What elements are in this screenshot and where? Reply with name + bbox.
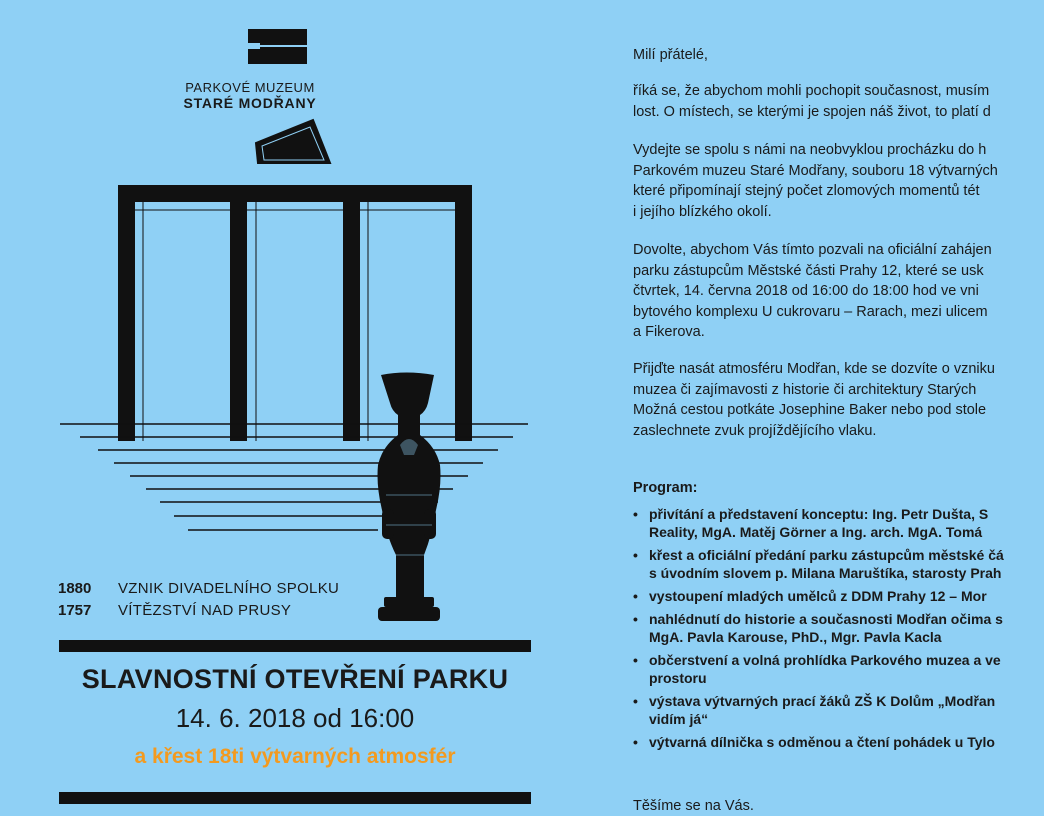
letter-paragraph-3	[633, 240, 1044, 343]
letter-line: Parkovém muzeu Staré Modřany, souboru 18 výtvarných	[633, 162, 998, 179]
letter-line: které připomínají stejný počet zlomových momentů tét	[633, 183, 980, 199]
letter-line: lost. O místech, se kterými je spojen náš život, to platí d	[633, 103, 991, 120]
museum-logo-icon	[246, 29, 308, 65]
letter-paragraph-1	[633, 81, 1044, 122]
letter-line: muzea či zajímavosti z historie či architektury Starých	[633, 381, 977, 398]
letter-paragraph-2	[633, 140, 1044, 222]
bottom-divider-bar	[59, 792, 531, 804]
statue-icon	[378, 373, 441, 622]
museum-name-line1: PARKOVÉ MUZEUM	[185, 80, 315, 95]
invitation-subtitle: a křest 18ti výtvarných atmosfér	[134, 745, 456, 768]
letter-line: Možná cestou potkáte Josephine Baker nebo pod stole	[633, 402, 987, 418]
program-item: • vystoupení mladých umělců z DDM Prahy 12 – Mor	[633, 588, 987, 604]
bullet-icon: •	[633, 506, 638, 522]
letter-paragraph-4	[633, 359, 1044, 441]
letter-greeting: Milí přátelé,	[633, 47, 708, 63]
timeline-event: VÍTĚZSTVÍ NAD PRUSY	[118, 602, 292, 619]
timeline-event: VZNIK DIVADELNÍHO SPOLKU	[118, 580, 340, 597]
program-item: • výstava výtvarných prací žáků ZŠ K Dolům „Modřan vidím já“	[633, 693, 996, 727]
letter-line: čtvrtek, 14. června 2018 od 16:00 do 18:00 hod ve vni	[633, 283, 979, 299]
letter-line: Dovolte, abychom Vás tímto pozvali na oficiální zahájen	[633, 242, 992, 258]
letter-line: Přijďte nasát atmosféru Modřan, kde se dozvíte o vzniku	[633, 361, 995, 377]
timeline-row	[58, 602, 291, 619]
letter-line: i jejího blízkého okolí.	[633, 203, 772, 220]
bullet-icon: •	[633, 611, 638, 627]
letter-line: Vydejte se spolu s námi na neobvyklou procházku do h	[633, 142, 987, 158]
timeline-year: 1880	[58, 580, 92, 597]
invitation-title: SLAVNOSTNÍ OTEVŘENÍ PARKU	[81, 664, 509, 694]
bullet-icon: •	[633, 693, 638, 709]
invitation-date: 14. 6. 2018 od 16:00	[175, 703, 415, 733]
timeline-year: 1757	[58, 602, 92, 619]
bullet-icon: •	[633, 547, 638, 563]
bullet-icon: •	[633, 652, 638, 668]
bullet-icon: •	[633, 734, 638, 750]
program-heading: Program:	[633, 480, 698, 496]
program-item: • křest a oficiální předání parku zástupcům městské čá s úvodním slovem p. Milana Maruštíka, starosty Prah	[633, 547, 1004, 581]
letter-line: říká se, že abychom mohli pochopit současnost, musím	[633, 83, 990, 99]
letter-closing: Těšíme se na Vás.	[633, 798, 754, 814]
letter-line: zaslechnete zvuk projíždějícího vlaku.	[633, 422, 877, 439]
top-divider-bar	[59, 640, 531, 652]
letter-line: bytového komplexu U cukrovaru – Rarach, mezi ulicem	[633, 303, 988, 320]
program-item: • přivítání a představení konceptu: Ing. Petr Dušta, S Reality, MgA. Matěj Görner a Ing. arch. MgA. Tomá	[633, 506, 989, 540]
letter-line: a Fikerova.	[633, 324, 705, 340]
program-item: • občerstvení a volná prohlídka Parkového muzea a ve prostoru	[633, 652, 1001, 686]
program-item: • výtvarná dílnička s odměnou a čtení pohádek u Tylo	[633, 734, 995, 750]
tilted-plaque-icon	[256, 120, 330, 163]
program-item: • nahlédnutí do historie a současnosti Modřan očima s MgA. Pavla Karouse, PhD., Mgr. Pavla Kacla	[633, 611, 1003, 645]
letter-line: parku zástupcům Městské části Prahy 12, které se usk	[633, 262, 984, 279]
program-list	[633, 505, 1044, 756]
timeline-row	[58, 580, 339, 597]
park-illustration	[58, 115, 538, 635]
bullet-icon: •	[633, 588, 638, 604]
museum-name-line2: STARÉ MODŘANY	[183, 95, 317, 111]
